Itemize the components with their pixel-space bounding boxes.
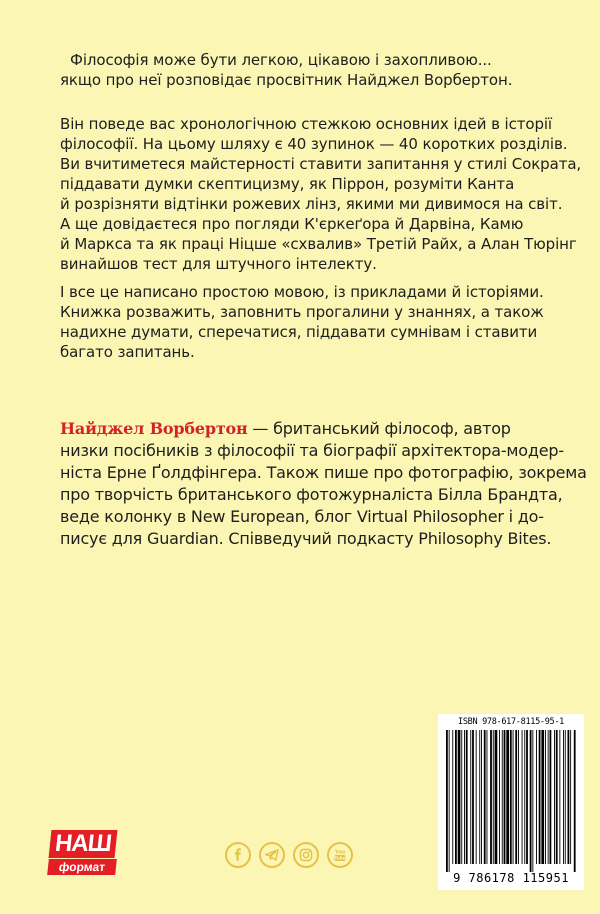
- barcode-bar: [481, 730, 482, 864]
- barcode-bar: [472, 730, 474, 864]
- barcode-bar: [466, 730, 468, 864]
- barcode-bar: [536, 730, 537, 864]
- barcode-bar: [568, 730, 570, 864]
- barcode-bar: [458, 730, 461, 864]
- barcode-bar: [499, 730, 500, 864]
- barcode-bar: [518, 730, 519, 864]
- barcode-bar: [556, 730, 558, 864]
- barcode-bar: [510, 730, 512, 864]
- style-line: Книжка розважить, заповнить прогалини у знаннях, а також: [60, 303, 544, 321]
- author-bio-first-line: [60, 418, 587, 440]
- author-bio: [60, 418, 587, 550]
- barcode-bar: [565, 730, 566, 864]
- style-line: І все це написано простою мовою, із прикладами й історіями.: [60, 283, 544, 301]
- summary-line: філософії. На цьому шляху є 40 зупинок — 40 коротких розділів.: [60, 135, 568, 153]
- barcode-bar: [554, 730, 555, 864]
- summary-line: й Маркса та як праці Ніцше «схвалив» Третій Райх, а Алан Тюрінг: [60, 235, 577, 253]
- publisher-logo-top: НАШ: [49, 830, 118, 858]
- barcode-bar: [506, 730, 509, 864]
- barcode-bar: [479, 730, 480, 864]
- barcode-bar: [563, 730, 564, 864]
- barcode-bar: [515, 730, 517, 864]
- author-bio-line: веде колонку в New European, блог Virtual Philosopher і до-: [60, 507, 544, 526]
- barcode-bar: [524, 730, 525, 864]
- barcode-bar: [476, 730, 477, 864]
- barcode-bar: [559, 730, 560, 864]
- barcode-bar: [461, 730, 462, 864]
- summary-line: А ще довідаєтеся про погляди К'єркеґора й Дарвіна, Камю: [60, 215, 524, 233]
- barcode-bar: [446, 730, 448, 872]
- intro-line: якщо про неї розповідає просвітник Найджел Ворбертон.: [60, 71, 513, 89]
- youtube-icon: [327, 842, 353, 868]
- summary-line: винайшов тест для штучного інтелекту.: [60, 255, 377, 273]
- barcode-bar: [522, 730, 523, 864]
- intro-paragraph: [60, 50, 512, 90]
- barcode-bar: [550, 730, 552, 864]
- author-bio-line: ніста Ерне Ґолдфінгера. Також пише про фотографію, зокрема: [60, 463, 587, 482]
- barcode-bar: [487, 730, 488, 864]
- barcode-bar: [470, 730, 471, 864]
- telegram-icon: [259, 842, 285, 868]
- barcode-bar: [548, 730, 549, 864]
- barcode-bar: [513, 730, 514, 864]
- facebook-icon: [225, 842, 251, 868]
- barcode-bar: [574, 730, 576, 872]
- barcode-bar: [452, 730, 453, 864]
- barcode-bar: [530, 730, 532, 872]
- barcode-bar: [545, 730, 546, 864]
- barcode-bar: [493, 730, 494, 864]
- style-line: багато запитань.: [60, 343, 195, 361]
- svg-text:Tube: Tube: [334, 855, 346, 861]
- barcode-bar: [490, 730, 492, 864]
- barcode-bar: [541, 730, 544, 864]
- style-paragraph: [60, 282, 544, 362]
- author-name: Найджел Ворбертон: [60, 419, 248, 438]
- author-bio-line: про творчість британського фотожурналіста Білла Брандта,: [60, 485, 563, 504]
- isbn-barcode: [438, 714, 584, 890]
- summary-line: й розрізняти відтінки рожевих лінз, якими ми дивимося на світ.: [60, 195, 563, 213]
- summary-line: Він поведе вас хронологічною стежкою основних ідей в історії: [60, 115, 553, 133]
- barcode-bar: [464, 730, 465, 864]
- barcode-bar: [502, 730, 503, 864]
- barcode-bars: [442, 730, 580, 872]
- author-bio-line: низки посібників з філософії та біографії архітектора-модер-: [60, 441, 564, 460]
- barcode-bar: [449, 730, 450, 872]
- isbn-label: ISBN 978-617-8115-95-1: [458, 717, 564, 727]
- publisher-logo-bottom: формат: [47, 859, 117, 875]
- barcode-digits: 9 786178 115951: [453, 871, 569, 885]
- barcode-bar: [526, 730, 528, 864]
- instagram-icon: [293, 842, 319, 868]
- barcode-bar: [455, 730, 457, 864]
- summary-line: Ви вчитиметеся майстерності ставити запитання у стилі Сократа,: [60, 155, 582, 173]
- publisher-logo: [48, 830, 118, 876]
- barcode-bar: [532, 730, 533, 872]
- summary-paragraph: [60, 114, 581, 274]
- barcode-bar: [570, 730, 571, 864]
- barcode-bar: [539, 730, 541, 864]
- style-line: надихне думати, сперечатися, піддавати сумнівам і ставити: [60, 323, 538, 341]
- barcode-bar: [484, 730, 486, 864]
- intro-line: Філософія може бути легкою, цікавою і захопливою...: [70, 51, 492, 69]
- svg-text:You: You: [334, 849, 346, 856]
- barcode-bar: [504, 730, 506, 864]
- barcode-bar: [495, 730, 498, 864]
- author-bio-line: писує для Guardian. Співведучий подкасту Philosophy Bites.: [60, 529, 552, 548]
- author-bio-line: — британський філософ, автор: [247, 419, 511, 438]
- summary-line: піддавати думки скептицизму, як Піррон, розуміти Канта: [60, 175, 515, 193]
